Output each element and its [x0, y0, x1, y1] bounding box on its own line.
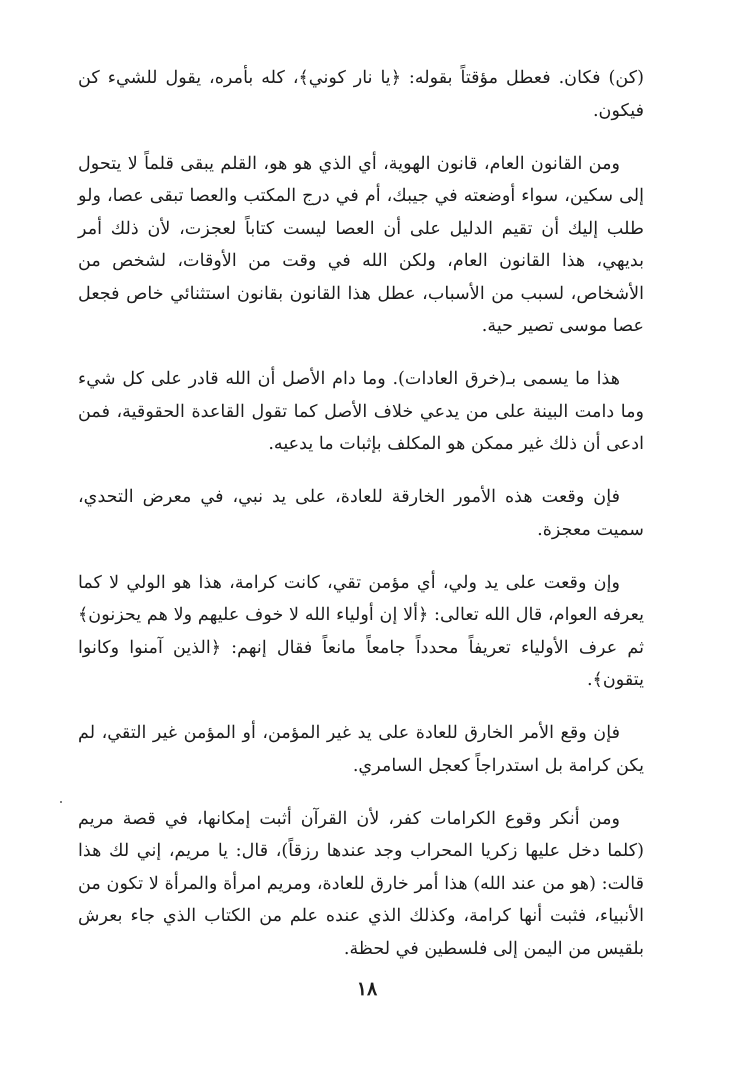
ink-speck: [60, 801, 62, 803]
paragraph-2: ومن القانون العام، قانون الهوية، أي الذي هو هو، القلم يبقى قلماً لا يتحول إلى سكين، سواء أوضعته في جيبك، أم في درج المكتب والعصا تبقى عصا، ولو طلب إليك أن تقيم الدليل على أن العصا ليست كتاباً لعجزت، لأن ذلك أمر بديهي، هذا القانون العام، ولكن الله في وقت من الأوقات، لشخص من الأشخاص، لسبب من الأسباب، عطل هذا القانون بقانون استثنائي خاص فجعل عصا موسى تصير حية.: [78, 153, 644, 336]
paragraph-5: وإن وقعت على يد ولي، أي مؤمن تقي، كانت كرامة، هذا هو الولي لا كما يعرفه العوام، قال الله تعالى: ﴿ألا إن أولياء الله لا خوف عليهم ولا هم يحزنون﴾ ثم عرف الأولياء تعريفاً محدداً جامعاً مانعاً فقال إنهم: ﴿الذين آمنوا وكانوا يتقون﴾.: [78, 572, 644, 690]
page-body: [78, 62, 644, 986]
page-number: ١٨: [356, 978, 378, 1000]
paragraph-7: ومن أنكر وقوع الكرامات كفر، لأن القرآن أثبت إمكانها، في قصة مريم (كلما دخل عليها زكريا المحراب وجد عندها رزقاً)، قال: يا مريم، إني لك هذا قالت: (هو من عند الله) هذا أمر خارق للعادة، ومريم امرأة والمرأة لا تكون من الأنبياء، فثبت أنها كرامة، وكذلك الذي عنده علم من الكتاب الذي جاء بعرش بلقيس من اليمن إلى فلسطين في لحظة.: [78, 808, 644, 959]
paragraph-6: فإن وقع الأمر الخارق للعادة على يد غير المؤمن، أو المؤمن غير التقي، لم يكن كرامة بل استدراجاً كعجل السامري.: [78, 723, 644, 776]
paragraph-4: فإن وقعت هذه الأمور الخارقة للعادة، على يد نبي، في معرض التحدي، سميت معجزة.: [78, 487, 644, 540]
paragraph-1: (كن) فكان. فعطل مؤقتاً بقوله: ﴿يا نار كوني﴾، كله بأمره، يقول للشيء كن فيكون.: [78, 68, 644, 121]
paragraph-3: هذا ما يسمى بـ(خرق العادات). وما دام الأصل أن الله قادر على كل شيء وما دامت البينة على من يدعي خلاف الأصل كما تقول القاعدة الحقوقية، فمن ادعى أن ذلك غير ممكن هو المكلف بإثبات ما يدعيه.: [78, 369, 644, 454]
